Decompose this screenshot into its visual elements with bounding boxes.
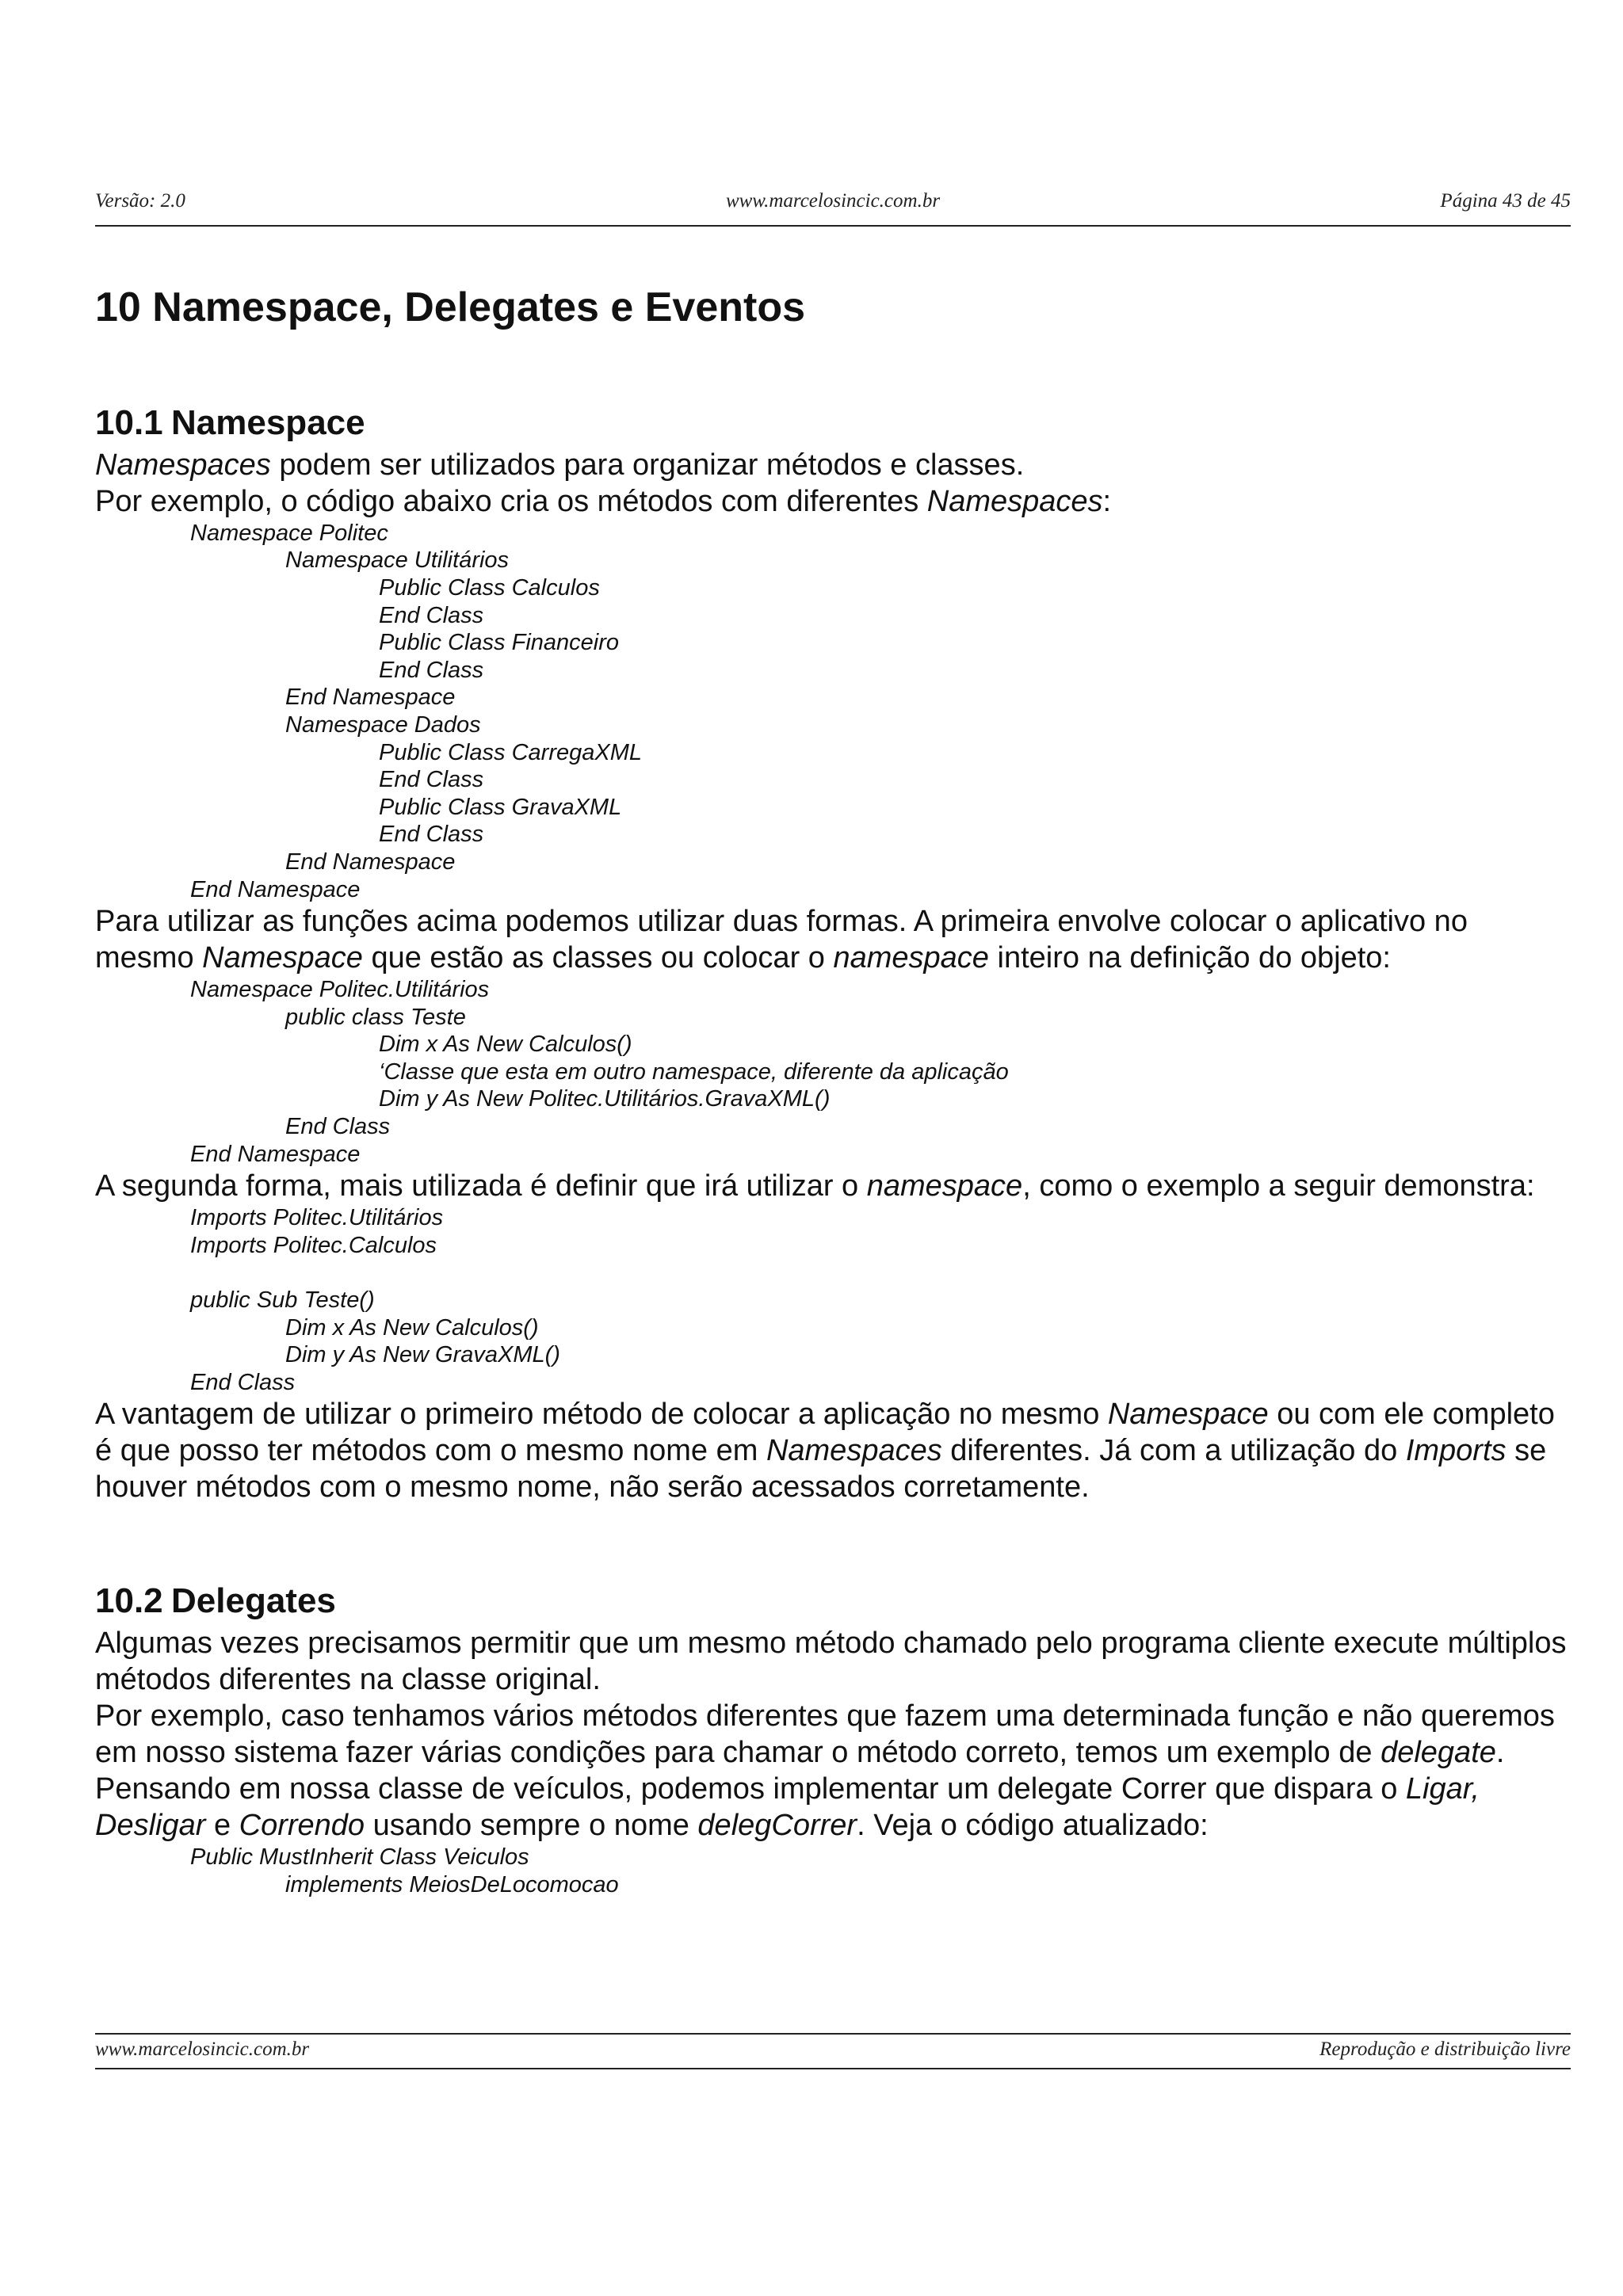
code-line: Namespace Politec.Utilitários (190, 977, 490, 1003)
text-run: usando sempre o nome (365, 1809, 698, 1842)
section-title: Namespace (171, 403, 365, 443)
code-line: End Class (379, 657, 484, 683)
paragraph (95, 1168, 1571, 1204)
code-line: End Namespace (190, 1141, 361, 1167)
code-line: End Class (379, 767, 484, 793)
section-number: 10.2 (95, 1581, 163, 1621)
text-run: que estão as classes ou colocar o (362, 941, 834, 975)
paragraph (95, 1396, 1571, 1505)
code-line: Public Class CarregaXML (379, 739, 643, 765)
code-line: Imports Politec.Utilitários (190, 1205, 444, 1231)
code-line: public Sub Teste() (190, 1287, 375, 1314)
page-footer (95, 2039, 1571, 2067)
emphasis: Imports (1405, 1434, 1507, 1468)
code-line: Namespace Utilitários (285, 547, 510, 574)
section-title: Delegates (171, 1581, 336, 1621)
section-number: 10.1 (95, 403, 163, 443)
code-line: Dim x As New Calculos() (285, 1314, 539, 1341)
code-block-imports (95, 1204, 1571, 1396)
header-version: Versão: 2.0 (95, 190, 185, 212)
text-run: Pensando em nossa classe de veículos, podemos implementar um delegate Correr que dispara o (95, 1772, 1406, 1806)
paragraph (95, 903, 1571, 976)
code-line: End Class (379, 602, 484, 628)
code-line: Public Class Financeiro (379, 630, 620, 656)
chapter-title: 10 Namespace, Delegates e Eventos (95, 284, 806, 330)
header-page-number: Página 43 de 45 (1440, 190, 1571, 212)
code-line: Dim y As New Politec.Utilitários.GravaXML() (379, 1086, 831, 1112)
text-run: inteiro na definição do objeto: (988, 941, 1391, 975)
header-rule (95, 225, 1571, 227)
emphasis: Ligar, Desligar (95, 1772, 1480, 1842)
text-run: . (1495, 1736, 1505, 1769)
emphasis: namespace (833, 941, 989, 975)
paragraph (95, 447, 1571, 483)
code-line: Dim y As New GravaXML() (285, 1342, 560, 1368)
code-line: public class Teste (285, 1004, 466, 1030)
page-header (95, 190, 1571, 223)
code-line: Imports Politec.Calculos (190, 1232, 437, 1258)
emphasis: Correndo (239, 1809, 365, 1842)
code-line: implements MeiosDeLocomocao (285, 1871, 619, 1897)
emphasis: Namespaces (95, 448, 271, 482)
text-run: , como o exemplo a seguir demonstra: (1022, 1169, 1535, 1203)
code-line: End Class (379, 822, 484, 848)
emphasis: delegate (1381, 1736, 1496, 1769)
code-line: End Class (190, 1369, 296, 1395)
text-run: : (1102, 484, 1112, 518)
emphasis: namespace (866, 1169, 1023, 1203)
section-heading-delegates (95, 1581, 1571, 1622)
text-run: diferentes. Já com a utilização do (941, 1434, 1406, 1468)
footer-bottom-rule (95, 2068, 1571, 2069)
footer-website: www.marcelosincic.com.br (95, 2039, 310, 2060)
header-website: www.marcelosincic.com.br (725, 190, 941, 212)
text-run: A vantagem de utilizar o primeiro método de colocar a aplicação no mesmo (95, 1398, 1108, 1432)
paragraph (95, 483, 1571, 520)
code-line: End Namespace (190, 876, 361, 902)
text-run: ou com ele completo é que posso ter métodos com o mesmo nome em (95, 1398, 1555, 1468)
paragraph: Algumas vezes precisamos permitir que um mesmo método chamado pelo programa cliente execute múltiplos métodos diferentes na classe original. (95, 1627, 1567, 1696)
text-run: A segunda forma, mais utilizada é definir que irá utilizar o (95, 1169, 867, 1203)
code-line: Dim x As New Calculos() (379, 1032, 632, 1058)
page-content (95, 285, 1571, 1898)
code-line: End Namespace (285, 849, 456, 875)
text-run: e (205, 1809, 239, 1842)
text-run: . Veja o código atualizado: (857, 1809, 1209, 1842)
emphasis: Namespaces (926, 484, 1103, 518)
emphasis: Namespaces (766, 1434, 942, 1468)
code-line: Namespace Dados (285, 711, 481, 738)
code-line: Public Class Calculos (379, 574, 600, 601)
emphasis: delegCorrer (697, 1809, 857, 1842)
footer-license: Reprodução e distribuição livre (1319, 2039, 1571, 2060)
code-line: Public Class GravaXML (379, 794, 622, 820)
text-run: Por exemplo, o código abaixo cria os métodos com diferentes (95, 484, 927, 518)
code-block-veiculos (95, 1844, 1571, 1898)
code-block-namespaces (95, 520, 1571, 903)
footer-rule (95, 2033, 1571, 2035)
paragraph (95, 1698, 1571, 1771)
text-run: podem ser utilizados para organizar métodos e classes. (270, 448, 1025, 482)
code-line: End Class (285, 1114, 391, 1140)
code-block-qualified (95, 976, 1571, 1168)
code-line: End Namespace (285, 685, 456, 711)
code-line: Public MustInherit Class Veiculos (190, 1844, 529, 1870)
code-line: Namespace Politec (190, 520, 388, 546)
emphasis: Namespace (1107, 1398, 1269, 1432)
section-spacer (95, 1505, 1571, 1581)
code-comment: ‘Classe que esta em outro namespace, diferente da aplicação (379, 1058, 1009, 1085)
paragraph (95, 1771, 1571, 1844)
text-run: Por exemplo, caso tenhamos vários métodos diferentes que fazem uma determinada função e não queremos em nosso sistema fazer várias condições para chamar o método correto, temos um exemplo de (95, 1699, 1555, 1769)
text-run: Para utilizar as funções acima podemos utilizar duas formas. A primeira envolve colocar o aplicativo no mesmo (95, 905, 1468, 975)
emphasis: Namespace (202, 941, 363, 975)
section-heading-namespace (95, 403, 1571, 444)
code-blank-line (95, 1259, 1571, 1287)
text-run: se houver métodos com o mesmo nome, não serão acessados corretamente. (95, 1434, 1547, 1505)
